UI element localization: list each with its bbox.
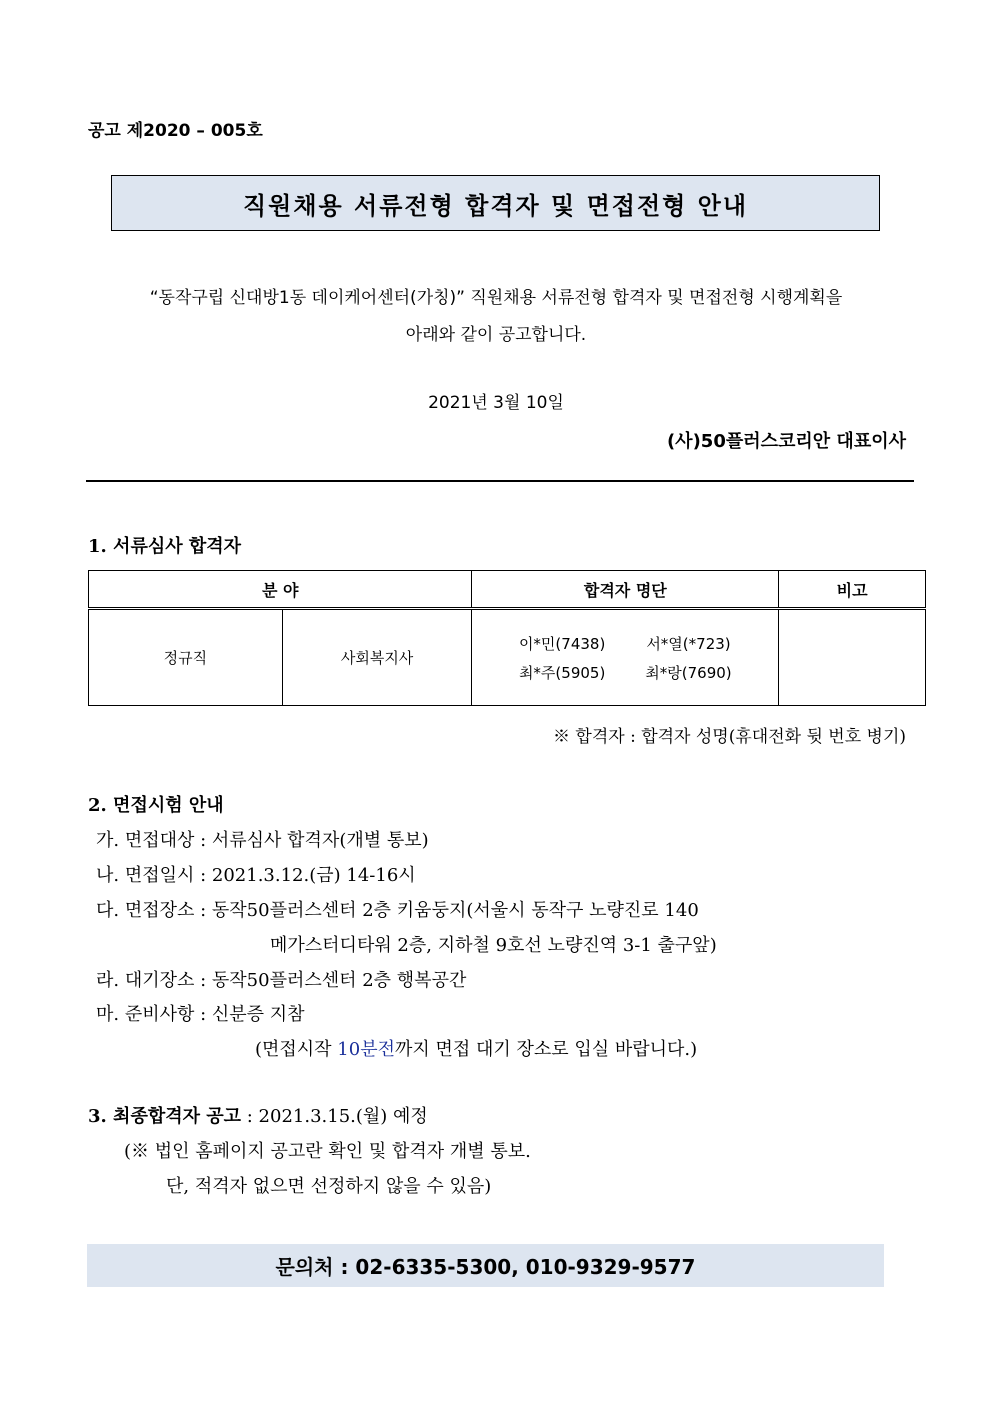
cell-employment-type: 정규직 (89, 609, 283, 706)
intro-line-2: 아래와 같이 공고합니다. (405, 325, 587, 345)
passers-table (88, 570, 926, 706)
interview-datetime: 나. 면접일시 : 2021.3.12.(금) 14-16시 (96, 865, 416, 886)
notice-number: 공고 제2020 – 005호 (88, 121, 263, 141)
intro-line-1: “동작구립 신대방1동 데이케어센터(가칭)” 직원채용 서류전형 합격자 및 면접전형 시행계획을 (149, 288, 843, 308)
section3-detail: : 2021.3.15.(월) 예정 (241, 1106, 428, 1127)
arrival-note-highlight: 10분전 (337, 1039, 395, 1060)
table-header-row (89, 571, 926, 609)
interview-location-cont: 메가스터디타워 2층, 지하철 9호선 노량진역 3-1 출구앞) (270, 935, 717, 956)
arrival-note-post: 까지 면접 대기 장소로 입실 바랍니다.) (394, 1039, 698, 1060)
interview-location: 다. 면접장소 : 동작50플러스센터 2층 키움둥지(서울시 동작구 노량진로 140 (96, 900, 699, 921)
header-remark: 비고 (779, 571, 926, 609)
section2-heading: 2. 면접시험 안내 (88, 795, 224, 816)
interview-target: 가. 면접대상 : 서류심사 합격자(개별 통보) (96, 830, 429, 851)
announcement-date: 2021년 3월 10일 (428, 393, 564, 413)
final-note-1: (※ 법인 홈페이지 공고란 확인 및 합격자 개별 통보. (124, 1141, 531, 1162)
arrival-note (255, 1035, 697, 1061)
section1-heading: 1. 서류심사 합격자 (88, 536, 242, 557)
header-passers: 합격자 명단 (472, 571, 779, 609)
table-note: ※ 합격자 : 합격자 성명(휴대전화 뒷 번호 병기) (553, 727, 906, 747)
cell-remark (779, 609, 926, 706)
cell-passers (472, 609, 779, 706)
final-note-2: 단, 적격자 없으면 선정하지 않을 수 있음) (166, 1176, 492, 1197)
preparation: 마. 준비사항 : 신분증 지참 (96, 1004, 305, 1025)
arrival-note-pre: (면접시작 (255, 1039, 338, 1060)
passer-name: 최*랑(7690) (645, 663, 732, 682)
section3-heading: 3. 최종합격자 공고 (88, 1106, 242, 1127)
passer-name: 서*열(*723) (646, 634, 731, 653)
waiting-location: 라. 대기장소 : 동작50플러스센터 2층 행복공간 (96, 970, 467, 991)
table-row (89, 609, 926, 706)
section3-line (88, 1102, 428, 1128)
contact-box (87, 1244, 884, 1287)
page-title (111, 175, 880, 231)
passer-name: 최*주(5905) (518, 663, 606, 682)
organization-signature: (사)50플러스코리안 대표이사 (666, 431, 906, 452)
cell-position: 사회복지사 (282, 609, 472, 706)
page-title-text: 직원채용 서류전형 합격자 및 면접전형 안내 (242, 190, 749, 220)
passer-list (472, 633, 778, 683)
divider (86, 480, 914, 482)
contact-text: 문의처 : 02-6335-5300, 010-9329-9577 (275, 1255, 696, 1279)
passer-name: 이*민(7438) (518, 634, 606, 653)
header-field: 분 야 (89, 571, 472, 609)
